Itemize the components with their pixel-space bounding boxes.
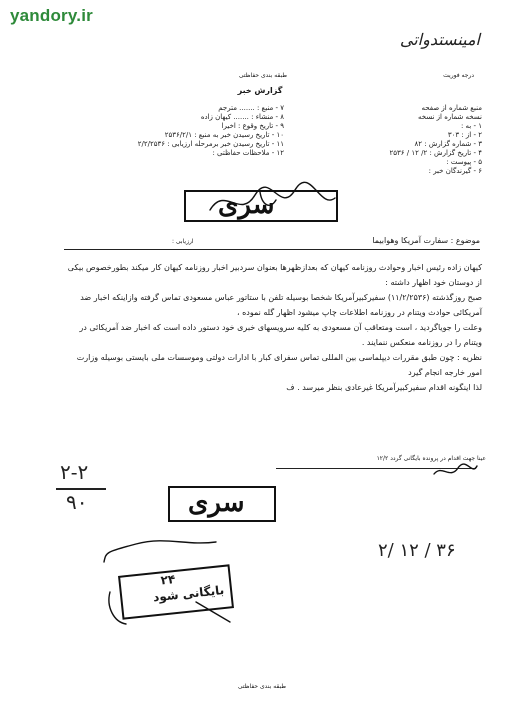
body-paragraph: نظریه : چون طبق مقررات دیپلماسی بین المللی تماس سفرای کبار با ادارات دولتی وموسسات ملی بایستی بوسیله وزارت امور خارجه انجام گیرد <box>76 353 482 377</box>
fraction-numerator: ۲-۲ <box>60 460 89 484</box>
secret-stamp-middle <box>168 486 276 522</box>
field-row: ۷ - منبع : ....... مترجم <box>218 104 284 112</box>
field-row: ۱۰ - تاریخ رسیدن خبر به منبع : ۲۵۳۶/۲/۱ <box>164 131 284 139</box>
margin-note: عینا جهت اقدام در پرونده بایگانی گردد ۱۲/۲ <box>376 455 486 462</box>
field-row: نسخه شماره از نسخه <box>417 113 482 121</box>
subject-line: موضوع : سفارت آمریکا وهوابیما <box>372 236 480 245</box>
field-row: ۵ - پیوست : <box>446 158 482 166</box>
field-row: منبع شماره از صفحه <box>421 104 482 112</box>
evaluation-label: ارزیابی : <box>172 238 194 245</box>
classification-footer: طبقه بندی حفاظتی <box>237 683 287 690</box>
field-row: ۱۱ - تاریخ رسیدن خبر برمرحله ارزیابی : ۲/۲/۲۵۳۶ <box>137 140 284 148</box>
secret-stamp-text: سری <box>218 190 275 220</box>
left-field-column <box>104 104 284 158</box>
secret-stamp-text: سری <box>188 488 245 518</box>
field-row: ۳ - شماره گزارش : ۸۲ <box>414 140 482 148</box>
classification-top: طبقه بندی حفاظتی <box>238 72 288 79</box>
body-paragraph: کیهان زاده رئیس اخبار وحوادث روزنامه کیهان که بعدازظهرها بعنوان سردبیر اخبار روزنامه کیهان کار میکند بطورخصوص بیکی از دوستان خود اظهار داشته : <box>67 263 482 287</box>
initials-scribble <box>430 460 480 482</box>
report-title: گزارش خبر <box>237 86 283 95</box>
right-field-column <box>277 104 482 176</box>
urgency-label: درجه فوریت <box>443 72 474 79</box>
seal-script: امینستدواتی <box>399 30 480 49</box>
body-paragraph: صبح روزگذشته (۱۱/۲/۲۵۳۶) سفیرکبیرآمریکا شخصا بوسیله تلفن با ستاتور عباس مسعودی تماس گرفته وازاینکه اخبار ضد آمریکائی حوادث ویتنام در روزنامه اطلاعات چاپ میشود اظهار گله نموده ، <box>80 293 482 317</box>
signature-scribble <box>200 180 340 225</box>
field-row: ۹ - تاریخ وقوع : اخیرا <box>221 122 284 130</box>
handwritten-date: ۲/ ۱۲ / ۳۶ <box>378 540 456 561</box>
field-row: ۸ - منشاء : ....... کیهان زاده <box>200 113 284 121</box>
watermark-text: yandory.ir <box>10 6 93 25</box>
field-row: ۱۲ - ملاحظات حفاظتی : <box>212 149 284 157</box>
body-paragraph: لذا اینگونه اقدام سفیرکبیرآمریکا غیرعادی بنظر میرسد . ف <box>286 383 482 392</box>
archive-stamp-text: بایگانی شود <box>152 583 225 605</box>
body-paragraph: وعلت را جویاگردید ، است ومتعاقب آن مسعودی به کلیه سرویسهای خبری خود دستور داده است که اخبار ضد آمریکائی در ویتنام را در روزنامه منعکس ننمایند . <box>79 323 482 347</box>
archive-number: ۲۴ <box>159 572 177 588</box>
field-row: ۱ - به : <box>460 122 482 130</box>
field-row: ۴ - تاریخ گزارش : ۲/ ۱۲ / ۲۵۳۶ <box>389 149 482 157</box>
archive-scribble <box>96 532 236 632</box>
field-row: ۲ - از : ۳۰۳ <box>447 131 482 139</box>
report-body <box>62 260 482 395</box>
field-row: ۶ - گیرندگان خبر : <box>428 167 482 175</box>
divider <box>64 249 480 250</box>
fraction-denominator: ۹۰ <box>66 490 88 514</box>
